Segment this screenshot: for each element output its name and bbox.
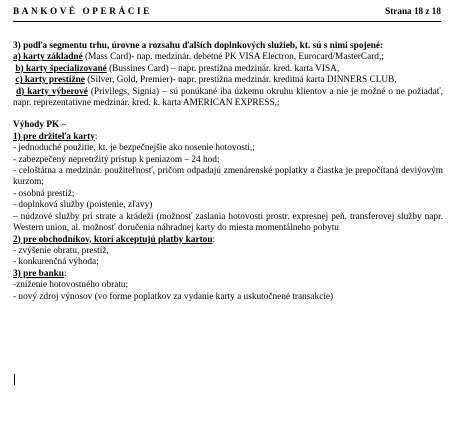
card-segment-intro: 3) podľa segmentu trhu, úrovne a rozsahu ďalších doplnkových služieb, kt. sú s nimi spojené:: [13, 41, 384, 51]
card-type-basic-label: a) karty základné: [13, 52, 83, 63]
list-item: - celoštátna a medzinár. použiteľnosť, pričom odpadajú zmenárenské poplatky a čiastka je prepočítaná deviýovým kurzom;: [13, 166, 443, 188]
list-item: - zvýšenie obratu, prestíž,: [13, 245, 109, 256]
document-title: BANKOVÉ OPERÁCIE: [13, 6, 152, 16]
card-type-basic-text: (Mass Card)- nap. medzinár. debetné PK VISA Electron, Eurocard/MasterCard,;: [82, 52, 384, 63]
bank-heading: [13, 269, 443, 280]
bank-heading-suffix: :: [63, 268, 67, 279]
card-type-specialized-label: b) karty špecializované: [15, 63, 107, 74]
merchant-heading-label: 2) pre obchodníkov, ktorí akceptujú platby kartou: [13, 234, 213, 245]
list-item: - osobná prestíž;: [13, 188, 75, 199]
holder-heading-label: 1) pre držiteľa karty: [13, 131, 95, 142]
header-divider: [13, 21, 441, 22]
text-cursor: [14, 374, 15, 385]
page-header: [13, 6, 441, 20]
page-number: Strana 18 z 18: [385, 6, 441, 16]
merchant-heading: [13, 235, 443, 246]
bank-heading-label: 3) pre banku: [13, 268, 64, 279]
holder-heading-suffix: :: [94, 131, 98, 142]
list-item: -zníženie hotovostného obratu;: [13, 280, 129, 291]
card-type-basic: [13, 52, 443, 63]
card-type-specialized: [13, 64, 443, 75]
list-item: - nový zdroj výnosov (vo forme poplatkov za vydanie karty a uskutočnené transakcie): [13, 291, 334, 302]
list-item: - doplnková služby (poistenie, zľavy): [13, 200, 153, 211]
card-type-selective-label: d) karty výberové: [15, 86, 88, 97]
card-type-prestige-text: (Silver, Gold, Premier)- napr. prestížna medzinár. kreditná karta DINNERS CLUB,: [84, 75, 397, 86]
holder-heading: [13, 132, 443, 143]
list-item: – núdzové služby pri strate a krádeži (možnosť zaslania hotovosti prostr. expresnej peň. transferovej služby napr. Western union, al. možnosť doručenia náhradnej karty do miesta momentálneho pobytu: [13, 211, 443, 234]
card-type-selective-text: (Privilegs, Signia) – sú ponúkané iba úzkemu okruhu klientov a nie je možné o ne požiadať, napr. reprezentatívne medzinár. kred. k. karta AMERICAN EXPRESS,;: [13, 86, 443, 109]
document-body: [13, 41, 443, 303]
benefits-heading: Výhody PK –: [13, 120, 67, 131]
card-type-selective: [13, 87, 443, 110]
merchant-heading-suffix: :: [212, 234, 216, 245]
list-item: - konkurenčná výhoda;: [13, 257, 99, 268]
list-item: - jednoduché použitie, kt. je bezpečnejšie ako nosenie hotovosti,;: [13, 143, 255, 154]
card-type-prestige-label: c) karty prestížne: [15, 75, 85, 86]
card-type-specialized-text: (Bussines Card) – napr. prestížna medzinár. kred. karta VISA,: [106, 63, 340, 74]
list-item: - zabezpečený nepretržitý prístup k peniazom – 24 hod;: [13, 154, 220, 165]
card-type-prestige: [13, 75, 443, 86]
